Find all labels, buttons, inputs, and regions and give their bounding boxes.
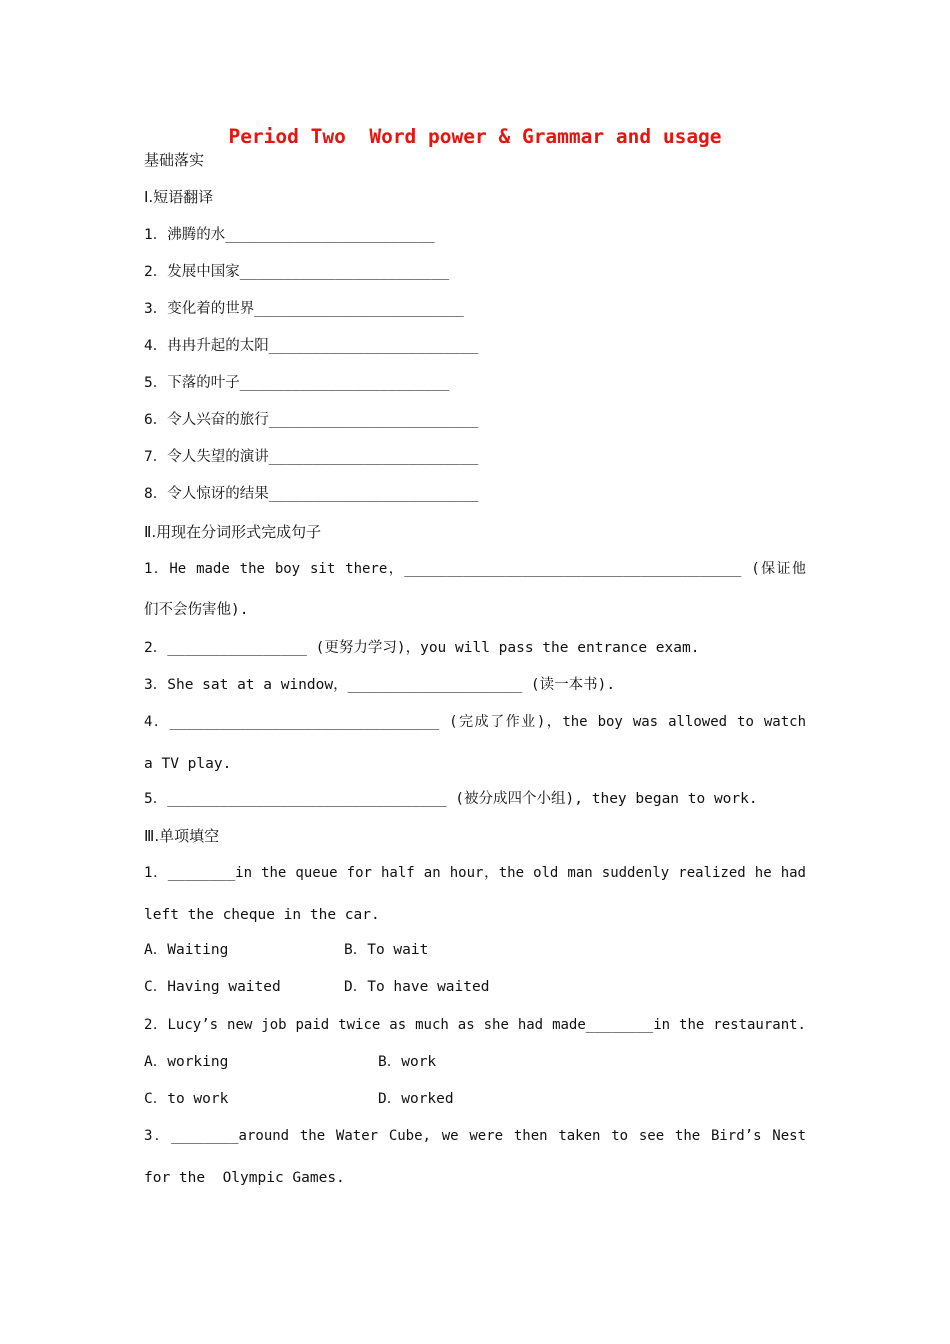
section2-q2: 2．________________ (更努力学习)，you will pass the entrance exam. [144, 640, 700, 656]
section3-q2-option-a: A．working [144, 1054, 229, 1070]
section1-item-2: 2．发展中国家________________________ [144, 264, 450, 280]
section2-q1-line1: 1．He made the boy sit there，________________________________________ (保证他 [144, 561, 806, 577]
section2-q5: 5．________________________________ (被分成四个小组), they began to work. [144, 791, 758, 807]
section3-q3-line2: for the Olympic Games. [144, 1170, 345, 1186]
section3-q1-option-c: C．Having waited [144, 979, 281, 995]
section2-q4-line2: a TV play. [144, 756, 232, 772]
section3-q1-option-d: D．To have waited [344, 979, 490, 995]
section1-item-6: 6．令人兴奋的旅行________________________ [144, 412, 479, 428]
section2-q4-line1: 4．________________________________ (完成了作业)，the boy was allowed to watch [144, 714, 806, 730]
section3-q1-line2: left the cheque in the car. [144, 907, 380, 923]
section3-q2-option-d: D．worked [378, 1091, 454, 1107]
section1-item-1: 1．沸腾的水________________________ [144, 227, 435, 243]
section3-heading: Ⅲ.单项填空 [144, 827, 220, 845]
subtitle: 基础落实 [144, 151, 205, 169]
section3-q1-option-b: B．To wait [344, 942, 429, 958]
section2-q3: 3．She sat at a window，____________________ (读一本书). [144, 677, 616, 693]
section3-q3-line1: 3．________around the Water Cube, we were then taken to see the Bird’s Nest [144, 1128, 806, 1144]
page-title: Period Two Word power & Grammar and usage [228, 125, 722, 148]
section1-item-3: 3．变化着的世界________________________ [144, 301, 464, 317]
section3-q1-line1: 1．________in the queue for half an hour，the old man suddenly realized he had [144, 865, 806, 881]
section1-item-7: 7．令人失望的演讲________________________ [144, 449, 479, 465]
section1-item-5: 5．下落的叶子________________________ [144, 375, 450, 391]
section1-heading: Ⅰ.短语翻译 [144, 188, 214, 206]
section1-item-8: 8．令人惊讶的结果________________________ [144, 486, 479, 502]
section3-q2-option-c: C．to work [144, 1091, 229, 1107]
section3-q1-option-a: A．Waiting [144, 942, 229, 958]
section1-item-4: 4．冉冉升起的太阳________________________ [144, 338, 479, 354]
section3-q2-option-b: B．work [378, 1054, 437, 1070]
section2-heading: Ⅱ.用现在分词形式完成句子 [144, 523, 322, 541]
section3-q2: 2．Lucy’s new job paid twice as much as she had made________in the restaurant. [144, 1017, 806, 1033]
section2-q1-line2: 们不会伤害他). [144, 602, 249, 618]
